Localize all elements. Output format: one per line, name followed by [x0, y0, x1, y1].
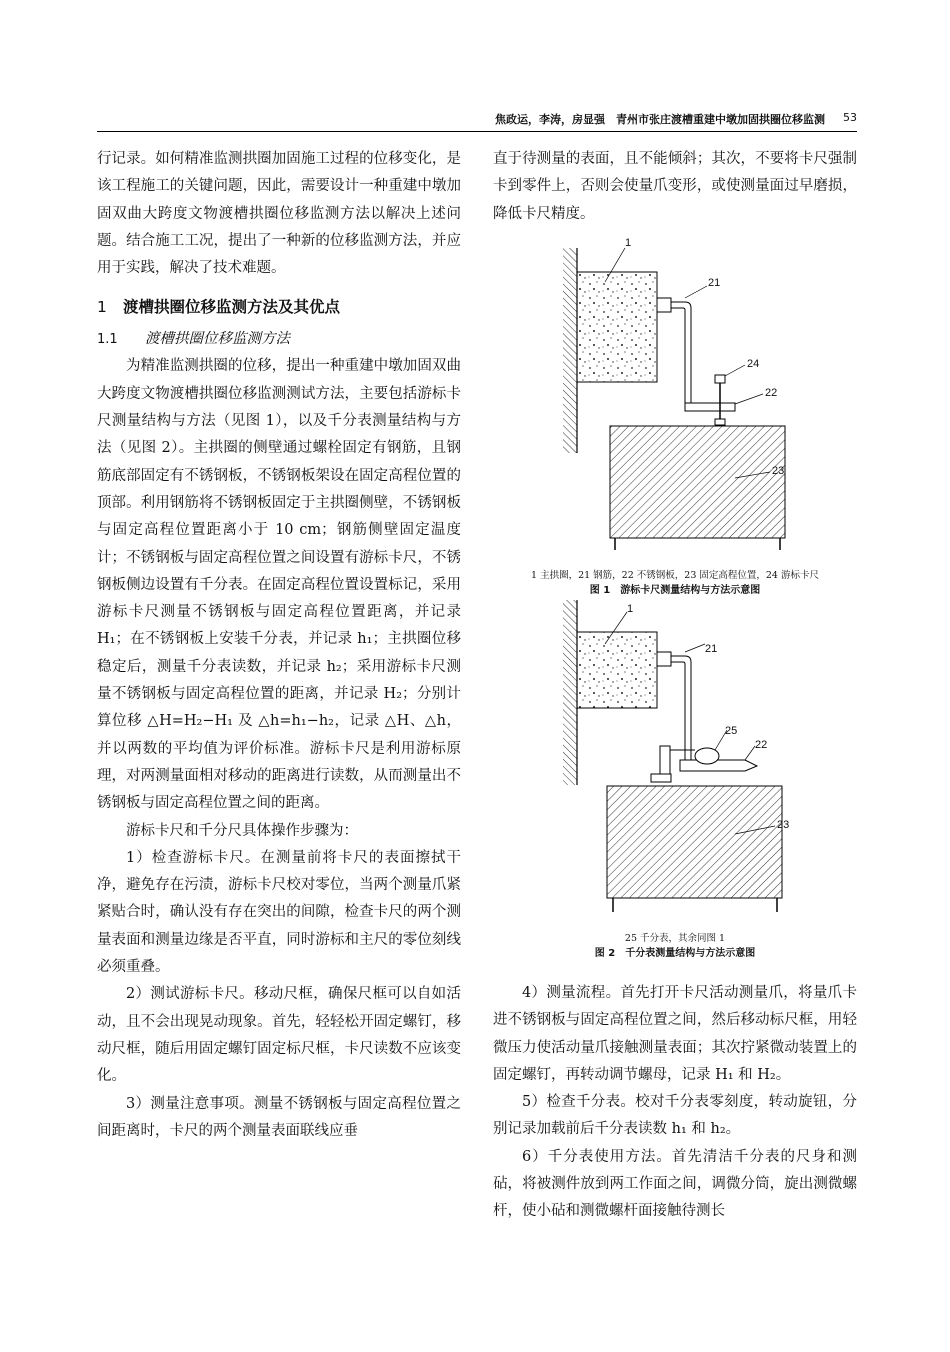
fig2-main-arch-block	[577, 632, 657, 708]
section-heading-1	[97, 294, 461, 320]
subsection-number: 1.1	[97, 332, 118, 348]
right-column-bottom	[493, 980, 857, 1226]
fig2-stainless-plate	[680, 760, 757, 771]
fig1-label-21: 21	[708, 277, 721, 289]
section-title: 渡槽拱圈位移监测方法及其优点	[123, 298, 341, 317]
header-rule	[97, 131, 857, 132]
paragraph-method: 为精准监测拱圈的位移，提出一种重建中墩加固双曲大跨度文物渡槽拱圈位移监测测试方法，主要包括游标卡尺测量结构与方法（见图 1），以及千分表测量结构与方法（见图 2）。主拱圈的侧壁通过螺栓固定有钢筋，且钢筋底部固定有不锈钢板，不锈钢板架设在固定高程位置的顶部。利用钢筋将不锈钢板固定于主拱圈侧壁，不锈钢板与固定高程位置距离小于 10 cm；钢筋侧壁固定温度计；不锈钢板与固定高程位置之间设置有游标卡尺，不锈钢板侧边设置有千分表。在固定高程位置设置标记，采用游标卡尺测量不锈钢板与固定高程位置距离，并记录 H₁；在不锈钢板上安装千分表，并记录 h₁；主拱圈位移稳定后，测量千分表读数，并记录 h₂；采用游标卡尺测量不锈钢板与固定高程位置的距离，并记录 H₂；分别计算位移 △H=H₂−H₁ 及 △h=h₁−h₂，记录 △H、△h，并以两数的平均值为评价标准。游标卡尺是利用游标原理，对两测量面相对移动的距离进行读数，从而测量出不锈钢板与固定高程位置之间的距离。	[97, 358, 461, 812]
fixed-elevation-block	[610, 426, 785, 538]
rebar	[671, 302, 691, 410]
section-number: 1	[97, 298, 107, 317]
fig2-label-21: 21	[705, 643, 718, 655]
figure-1-legend: 1 主拱圈，21 钢筋，22 不锈钢板，23 固定高程位置，24 游标卡尺	[531, 570, 819, 581]
page-number: 53	[843, 111, 857, 124]
running-header	[97, 111, 857, 129]
figure-2-legend: 25 千分表，其余同图 1	[624, 933, 726, 944]
dial-indicator	[695, 748, 719, 764]
paragraph-step-1: 1）检查游标卡尺。在测量前将卡尺的表面擦拭干净，避免存在污渍，游标卡尺校对零位，当两个测量爪紧紧贴合时，确认没有存在突出的间隙，检查卡尺的两个测量表面和测量边缘是否平直，同时游标和主尺的零位刻线必须重叠。	[97, 849, 461, 976]
paragraph-step-3-cont: 直于待测量的表面，且不能倾斜；其次，不要将卡尺强制卡到零件上，否则会使量爪变形，或使测量面过早磨损，降低卡尺精度。	[493, 151, 857, 222]
fig2-label-25: 25	[725, 725, 738, 737]
figure-2-diagram	[545, 600, 845, 925]
fig1-label-24: 24	[747, 358, 760, 370]
stainless-plate	[685, 403, 735, 411]
paragraph-intro-end: 行记录。如何精准监测拱圈加固施工过程的位移变化，是该工程施工的关键问题，因此，需要设计一种重建中墩加固双曲大跨度文物渡槽拱圈位移监测方法以解决上述问题。结合施工工况，提出了一种新的位移监测方法，并应用于实践，解决了技术难题。	[97, 151, 461, 277]
figure-1-caption: 图 1 游标卡尺测量结构与方法示意图	[589, 585, 761, 596]
left-column	[97, 146, 461, 1145]
paragraph-step-3: 3）测量注意事项。测量不锈钢板与固定高程位置之间距离时，卡尺的两个测量表面联线应垂	[97, 1095, 461, 1139]
fig2-label-23: 23	[777, 819, 790, 831]
paragraph-step-5: 5）检查千分表。校对千分表零刻度，转动旋钮，分别记录加载前后千分表读数 h₁ 和 h₂。	[493, 1094, 857, 1138]
right-column-top	[493, 146, 857, 228]
fig1-label-1: 1	[625, 238, 632, 249]
main-arch-block	[577, 272, 657, 382]
fig2-fixed-elevation-block	[607, 786, 782, 898]
figure-1-diagram	[545, 238, 845, 563]
paragraph-steps-intro: 游标卡尺和千分尺具体操作步骤为：	[126, 822, 358, 839]
rebar-bracket	[657, 298, 671, 312]
paragraph-step-6: 6）千分表使用方法。首先清洁千分表的尺身和测砧，将被测件放到两工作面之间，调微分筒，旋出测微螺杆，使小砧和测微螺杆面接触待测长	[493, 1148, 857, 1220]
running-title: 焦政运，李涛，房显强 青州市张庄渡槽重建中墩加固拱圈位移监测	[495, 113, 825, 126]
wall-hatch	[563, 248, 577, 453]
vernier-caliper	[715, 375, 725, 383]
fig1-label-22: 22	[765, 387, 778, 399]
subsection-title: 渡槽拱圈位移监测方法	[145, 331, 290, 348]
fig2-label-1: 1	[627, 603, 634, 615]
paragraph-step-4: 4）测量流程。首先打开卡尺活动测量爪，将量爪卡进不锈钢板与固定高程位置之间，然后移动标尺框，用轻微压力使活动量爪接触测量表面；其次拧紧微动装置上的固定螺钉，再转动调节螺母，记录 H₁ 和 H₂。	[493, 985, 857, 1083]
figure-2-caption: 图 2 千分表测量结构与方法示意图	[594, 948, 756, 959]
fig2-label-22: 22	[755, 739, 768, 751]
paragraph-step-2: 2）测试游标卡尺。移动尺框，确保尺框可以自如活动，且不会出现晃动现象。首先，轻轻松开固定螺钉，移动尺框，随后用固定螺钉固定标尺框，卡尺读数不应该变化。	[97, 986, 461, 1085]
fig1-label-23: 23	[772, 465, 785, 477]
subsection-heading-1-1	[97, 326, 461, 353]
